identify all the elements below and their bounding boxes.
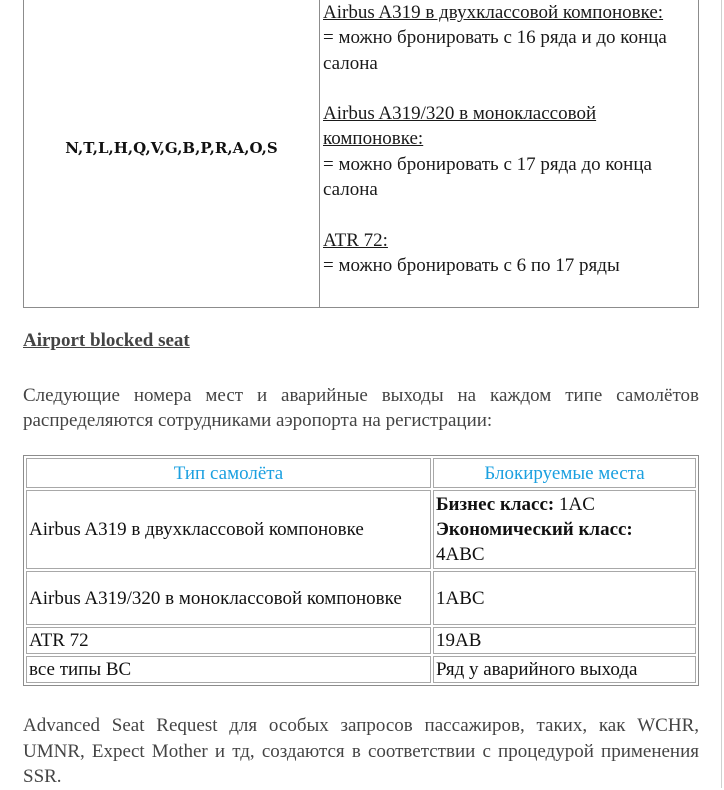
aircraft-cell: Airbus A319/320 в моноклассовой компоновке — [26, 571, 431, 625]
booking-classes-cell: N,T,L,H,Q,V,G,B,P,R,A,O,S — [24, 0, 320, 307]
aircraft-rules-cell — [320, 0, 698, 307]
economy-value: 4ABC — [436, 544, 485, 565]
atr72-rule: = можно бронировать с 6 по 17 ряды — [323, 254, 620, 276]
header-blocked-seats: Блокируемые места — [433, 458, 696, 488]
seats-cell: 19AB — [433, 627, 696, 654]
table-row — [26, 490, 696, 569]
a319-320-mono-rule: = можно бронировать с 17 ряда до конца салона — [323, 153, 652, 201]
economy-label: Экономический класс: — [436, 519, 633, 540]
section-heading: Airport blocked seat — [23, 330, 190, 351]
spacer — [323, 202, 694, 227]
seats-cell: 1ABC — [433, 571, 696, 625]
aircraft-cell: ATR 72 — [26, 627, 431, 654]
booking-rules-table — [23, 0, 699, 308]
atr72-title: ATR 72: — [323, 229, 388, 251]
business-value: 1AC — [554, 494, 595, 515]
intro-paragraph: Следующие номера мест и аварийные выходы на каждом типе самолётов распределяются сотрудниками аэропорта на регистрации: — [23, 385, 699, 431]
table-row — [26, 656, 696, 683]
aircraft-cell: все типы ВС — [26, 656, 431, 683]
seats-cell — [433, 490, 696, 569]
aircraft-cell: Airbus A319 в двухклассовой компоновке — [26, 490, 431, 569]
page-right-border — [721, 0, 722, 788]
table-header-row — [26, 458, 696, 488]
table-row — [26, 627, 696, 654]
business-label: Бизнес класс: — [436, 494, 555, 515]
a319-two-class-rule: = можно бронировать с 16 ряда и до конца салона — [323, 27, 667, 74]
seats-cell: Ряд у аварийного выхода — [433, 656, 696, 683]
table-row — [26, 571, 696, 625]
footer-paragraph: Advanced Seat Request для особых запросов пассажиров, таких, как WCHR, UMNR, Expect Mother и тд, создаются в соответствии с процедурой применения SSR. — [23, 715, 699, 787]
spacer — [323, 76, 694, 101]
a319-320-mono-title: Airbus A319/320 в моноклассовой компоновке: — [323, 103, 597, 150]
a319-two-class-title: Airbus A319 в двухклассовой компоновке: — [323, 2, 664, 23]
header-aircraft-type: Тип самолёта — [26, 458, 431, 488]
blocked-seats-table — [23, 455, 699, 686]
